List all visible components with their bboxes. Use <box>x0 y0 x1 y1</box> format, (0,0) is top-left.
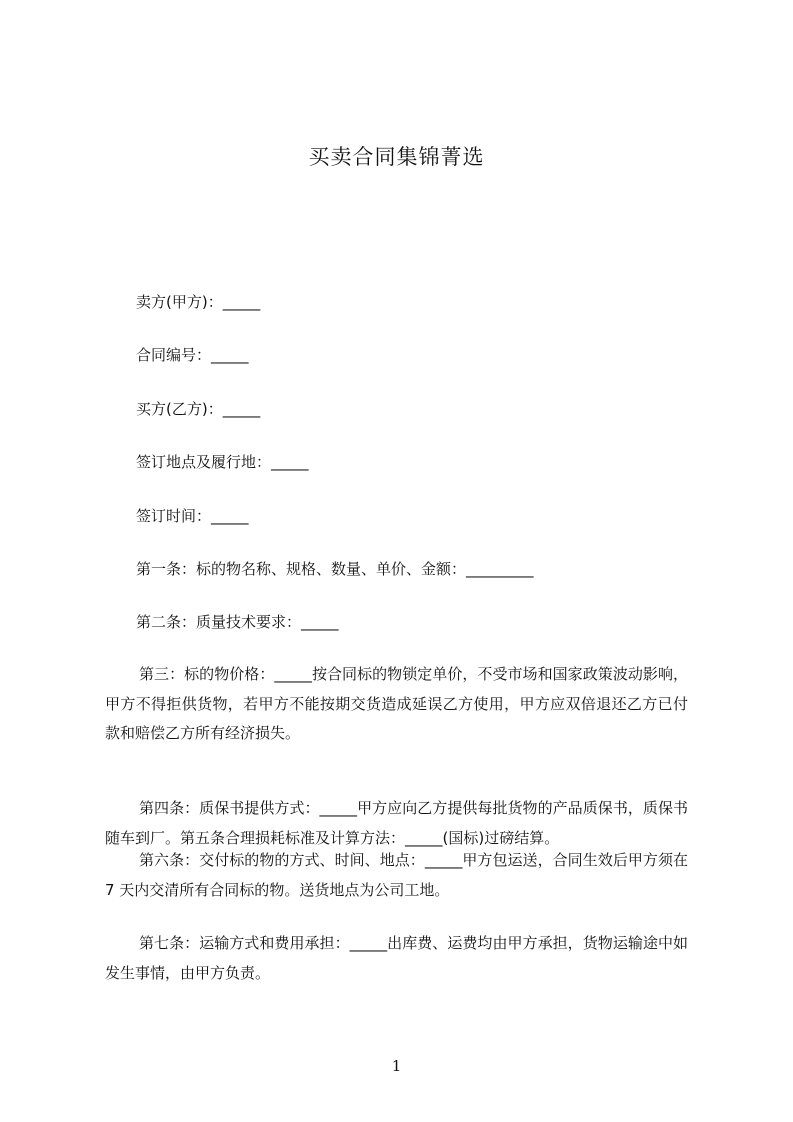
field-buyer: 买方(乙方)：_____ <box>136 400 261 418</box>
article-7-paragraph: 第七条：运输方式和费用承担：_____出库费、运费均由甲方承担，货物运输途中如发生事情，由甲方负责。 <box>105 934 688 982</box>
field-signing-place: 签订地点及履行地：_____ <box>136 453 309 471</box>
field-contract-number: 合同编号：_____ <box>136 346 249 364</box>
article-4-5-paragraph: 第四条：质保书提供方式：_____甲方应向乙方提供每批货物的产品质保书，质保书随车到厂。第五条合理损耗标准及计算方法：_____(国标)过磅结算。 <box>105 799 688 847</box>
article-3-paragraph: 第三：标的物价格：_____按合同标的物锁定单价，不受市场和国家政策波动影响，甲方不得拒供货物，若甲方不能按期交货造成延误乙方使用，甲方应双倍退还乙方已付款和赔偿乙方所有经济损失。 <box>105 665 688 742</box>
field-signing-time: 签订时间：_____ <box>136 507 249 525</box>
article-1: 第一条：标的物名称、规格、数量、单价、金额：_________ <box>136 560 534 578</box>
field-seller: 卖方(甲方)：_____ <box>136 293 261 311</box>
article-2: 第二条：质量技术要求：_____ <box>136 613 339 631</box>
article-6-paragraph: 第六条：交付标的物的方式、时间、地点：_____甲方包运送，合同生效后甲方须在 7 天内交清所有合同标的物。送货地点为公司工地。 <box>105 851 688 899</box>
page-number: 1 <box>391 1057 402 1075</box>
document-title: 买卖合同集锦菁选 <box>308 145 485 169</box>
